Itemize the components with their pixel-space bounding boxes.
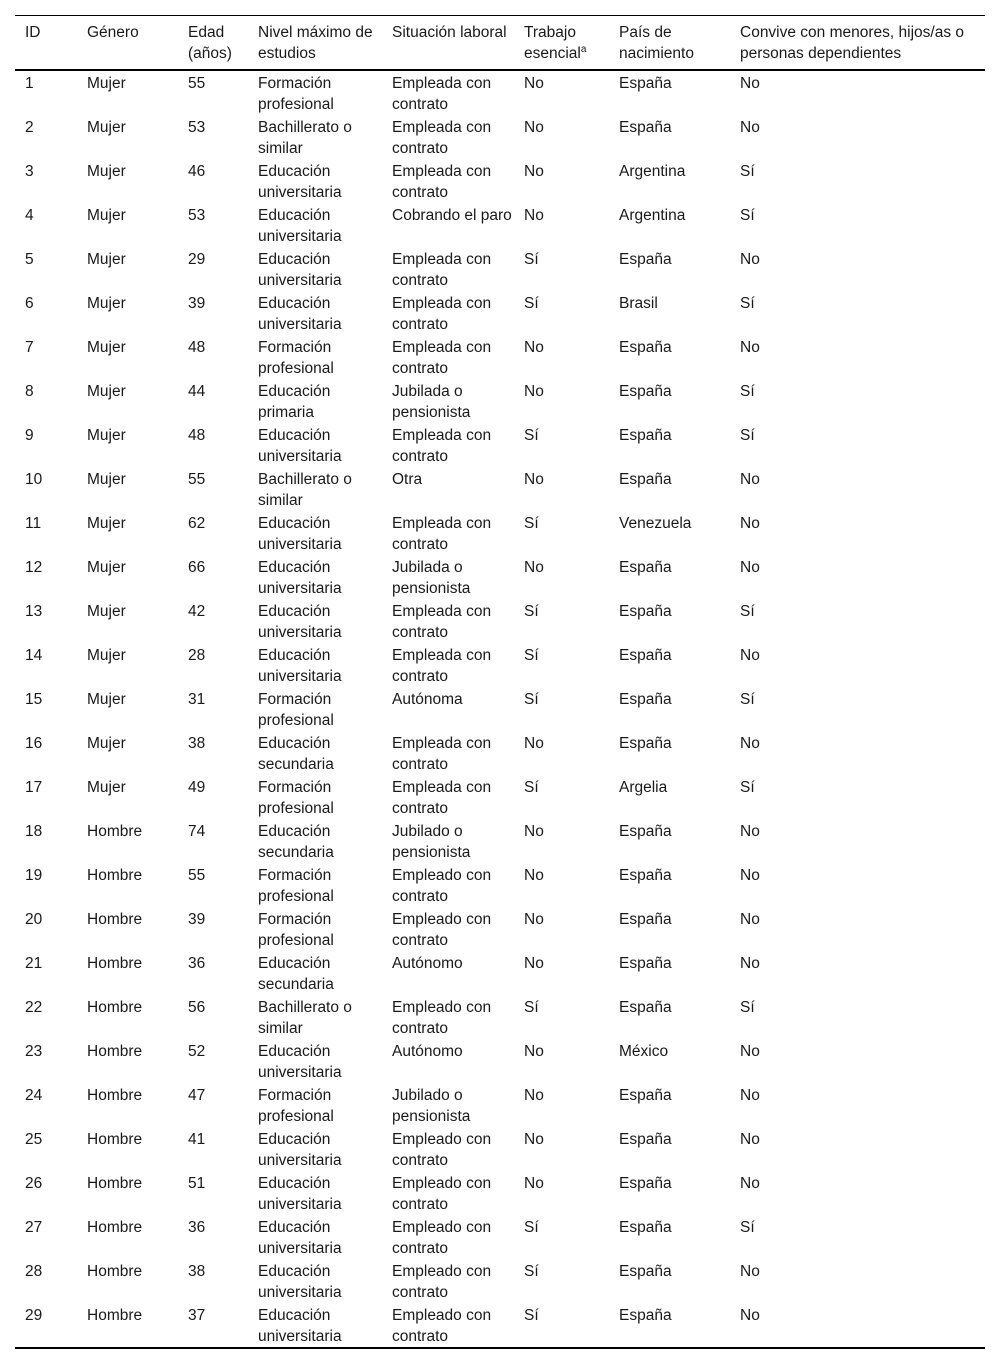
cell-id: 21	[25, 955, 43, 972]
cell-esencial: Sí	[524, 427, 539, 444]
cell-convive: No	[740, 1307, 760, 1324]
table-header	[15, 16, 985, 71]
cell-id: 12	[25, 559, 43, 576]
cell-estudios: Formación profesional	[258, 911, 334, 949]
cell-convive: No	[740, 251, 760, 268]
cell-situacion: Autónoma	[392, 691, 463, 708]
cell-genero: Mujer	[87, 647, 126, 664]
cell-convive: No	[740, 1175, 760, 1192]
cell-pais: España	[619, 823, 672, 840]
cell-pais: España	[619, 1175, 672, 1192]
cell-pais: España	[619, 1307, 672, 1324]
cell-esencial: No	[524, 823, 544, 840]
cell-edad: 48	[188, 427, 206, 444]
cell-pais: España	[619, 339, 672, 356]
cell-estudios: Educación secundaria	[258, 955, 334, 993]
cell-estudios: Formación profesional	[258, 691, 334, 729]
table-row	[15, 995, 985, 1039]
table-row	[15, 819, 985, 863]
cell-estudios: Formación profesional	[258, 779, 334, 817]
cell-situacion: Jubilada o pensionista	[392, 383, 471, 421]
cell-edad: 29	[188, 251, 206, 268]
table-row	[15, 687, 985, 731]
cell-esencial: No	[524, 735, 544, 752]
cell-esencial: No	[524, 1131, 544, 1148]
cell-convive: No	[740, 823, 760, 840]
cell-estudios: Educación universitaria	[258, 515, 342, 553]
cell-edad: 37	[188, 1307, 206, 1324]
cell-convive: No	[740, 75, 760, 92]
cell-estudios: Educación universitaria	[258, 1219, 342, 1257]
cell-pais: España	[619, 603, 672, 620]
cell-pais: España	[619, 1219, 672, 1236]
cell-convive: Sí	[740, 1219, 755, 1236]
cell-pais: Venezuela	[619, 515, 692, 532]
cell-id: 14	[25, 647, 43, 664]
cell-id: 15	[25, 691, 43, 708]
cell-situacion: Empleada con contrato	[392, 119, 492, 157]
cell-genero: Hombre	[87, 1219, 143, 1236]
cell-genero: Mujer	[87, 603, 126, 620]
cell-situacion: Jubilada o pensionista	[392, 559, 471, 597]
header-row	[15, 16, 985, 71]
cell-situacion: Empleada con contrato	[392, 163, 492, 201]
cell-estudios: Formación profesional	[258, 75, 334, 113]
cell-situacion: Empleada con contrato	[392, 779, 492, 817]
cell-estudios: Educación universitaria	[258, 163, 342, 201]
cell-estudios: Educación universitaria	[258, 1307, 342, 1345]
cell-esencial: Sí	[524, 251, 539, 268]
cell-situacion: Autónomo	[392, 1043, 463, 1060]
cell-esencial: No	[524, 1087, 544, 1104]
cell-situacion: Empleada con contrato	[392, 295, 492, 333]
cell-genero: Mujer	[87, 427, 126, 444]
cell-esencial: No	[524, 1175, 544, 1192]
cell-edad: 42	[188, 603, 206, 620]
cell-convive: No	[740, 911, 760, 928]
cell-esencial: No	[524, 1043, 544, 1060]
footnote-marker: a	[580, 43, 587, 55]
cell-id: 18	[25, 823, 43, 840]
cell-id: 3	[25, 163, 34, 180]
cell-convive: No	[740, 119, 760, 136]
cell-situacion: Empleado con contrato	[392, 1263, 492, 1301]
cell-estudios: Educación universitaria	[258, 647, 342, 685]
table-body	[15, 70, 985, 1348]
cell-id: 24	[25, 1087, 43, 1104]
cell-edad: 47	[188, 1087, 206, 1104]
table-row	[15, 203, 985, 247]
cell-convive: No	[740, 1263, 760, 1280]
cell-id: 11	[25, 515, 42, 532]
cell-pais: España	[619, 251, 672, 268]
cell-estudios: Educación universitaria	[258, 559, 342, 597]
cell-esencial: No	[524, 911, 544, 928]
cell-id: 10	[25, 471, 43, 488]
cell-estudios: Educación secundaria	[258, 823, 334, 861]
cell-estudios: Educación universitaria	[258, 1263, 342, 1301]
cell-pais: España	[619, 1087, 672, 1104]
table-row	[15, 555, 985, 599]
cell-id: 17	[25, 779, 43, 796]
cell-estudios: Bachillerato o similar	[258, 471, 352, 509]
table-row	[15, 951, 985, 995]
cell-genero: Hombre	[87, 1263, 143, 1280]
cell-pais: España	[619, 471, 672, 488]
cell-pais: Argelia	[619, 779, 668, 796]
cell-estudios: Educación universitaria	[258, 1175, 342, 1213]
cell-situacion: Empleado con contrato	[392, 1175, 492, 1213]
cell-esencial: No	[524, 471, 544, 488]
cell-id: 26	[25, 1175, 43, 1192]
cell-esencial: No	[524, 559, 544, 576]
table-row	[15, 775, 985, 819]
cell-id: 22	[25, 999, 43, 1016]
table-row	[15, 335, 985, 379]
cell-genero: Hombre	[87, 1087, 143, 1104]
cell-esencial: Sí	[524, 1219, 539, 1236]
cell-pais: España	[619, 735, 672, 752]
cell-genero: Mujer	[87, 779, 126, 796]
cell-genero: Hombre	[87, 823, 143, 840]
cell-esencial: No	[524, 119, 544, 136]
cell-edad: 55	[188, 471, 206, 488]
cell-edad: 38	[188, 1263, 206, 1280]
cell-pais: España	[619, 559, 672, 576]
table-row	[15, 1259, 985, 1303]
cell-edad: 48	[188, 339, 206, 356]
cell-edad: 62	[188, 515, 206, 532]
table-row	[15, 599, 985, 643]
cell-edad: 39	[188, 911, 206, 928]
cell-estudios: Educación universitaria	[258, 295, 342, 333]
cell-situacion: Empleada con contrato	[392, 647, 492, 685]
table-row	[15, 115, 985, 159]
table-row	[15, 159, 985, 203]
cell-edad: 38	[188, 735, 206, 752]
cell-situacion: Empleado con contrato	[392, 911, 492, 949]
cell-genero: Hombre	[87, 1043, 143, 1060]
cell-esencial: Sí	[524, 691, 539, 708]
cell-convive: Sí	[740, 163, 755, 180]
cell-genero: Mujer	[87, 735, 126, 752]
cell-id: 27	[25, 1219, 43, 1236]
header-situacion: Situación laboral	[392, 24, 507, 41]
cell-id: 6	[25, 295, 34, 312]
cell-esencial: No	[524, 163, 544, 180]
cell-convive: No	[740, 471, 760, 488]
table-row	[15, 291, 985, 335]
cell-estudios: Bachillerato o similar	[258, 119, 352, 157]
cell-edad: 36	[188, 1219, 206, 1236]
cell-convive: Sí	[740, 691, 755, 708]
header-esencial	[514, 16, 609, 71]
cell-situacion: Empleada con contrato	[392, 339, 492, 377]
cell-edad: 51	[188, 1175, 206, 1192]
cell-esencial: Sí	[524, 1263, 539, 1280]
cell-edad: 44	[188, 383, 206, 400]
cell-genero: Mujer	[87, 207, 126, 224]
cell-esencial: Sí	[524, 515, 539, 532]
cell-pais: España	[619, 911, 672, 928]
cell-situacion: Empleada con contrato	[392, 427, 492, 465]
table-row	[15, 423, 985, 467]
cell-edad: 41	[188, 1131, 206, 1148]
header-id: ID	[25, 24, 41, 41]
cell-convive: No	[740, 647, 760, 664]
cell-pais: España	[619, 1131, 672, 1148]
cell-genero: Mujer	[87, 691, 126, 708]
table-row	[15, 907, 985, 951]
table-row	[15, 70, 985, 115]
cell-situacion: Jubilado o pensionista	[392, 823, 471, 861]
cell-id: 16	[25, 735, 43, 752]
cell-pais: España	[619, 1263, 672, 1280]
cell-estudios: Bachillerato o similar	[258, 999, 352, 1037]
cell-estudios: Educación universitaria	[258, 1043, 342, 1081]
cell-convive: Sí	[740, 999, 755, 1016]
cell-genero: Mujer	[87, 339, 126, 356]
cell-estudios: Formación profesional	[258, 1087, 334, 1125]
cell-convive: No	[740, 867, 760, 884]
cell-genero: Hombre	[87, 1307, 143, 1324]
cell-id: 13	[25, 603, 43, 620]
cell-esencial: Sí	[524, 603, 539, 620]
cell-convive: No	[740, 515, 760, 532]
cell-convive: No	[740, 1131, 760, 1148]
cell-esencial: No	[524, 955, 544, 972]
cell-id: 9	[25, 427, 34, 444]
cell-pais: España	[619, 867, 672, 884]
cell-edad: 74	[188, 823, 206, 840]
cell-edad: 52	[188, 1043, 206, 1060]
cell-situacion: Empleado con contrato	[392, 867, 492, 905]
cell-edad: 39	[188, 295, 206, 312]
cell-edad: 53	[188, 119, 206, 136]
cell-edad: 31	[188, 691, 206, 708]
table-row	[15, 863, 985, 907]
cell-edad: 53	[188, 207, 206, 224]
cell-edad: 55	[188, 75, 206, 92]
cell-esencial: Sí	[524, 999, 539, 1016]
cell-convive: Sí	[740, 295, 755, 312]
cell-genero: Hombre	[87, 911, 143, 928]
cell-pais: España	[619, 427, 672, 444]
cell-convive: Sí	[740, 779, 755, 796]
cell-esencial: No	[524, 383, 544, 400]
cell-pais: España	[619, 647, 672, 664]
cell-pais: España	[619, 691, 672, 708]
cell-pais: España	[619, 999, 672, 1016]
cell-pais: España	[619, 75, 672, 92]
cell-convive: Sí	[740, 207, 755, 224]
header-convive: Convive con menores, hijos/as o personas dependientes	[740, 24, 965, 62]
header-genero: Género	[87, 24, 139, 41]
cell-esencial: Sí	[524, 647, 539, 664]
cell-id: 25	[25, 1131, 43, 1148]
table-row	[15, 643, 985, 687]
table-row	[15, 511, 985, 555]
cell-convive: Sí	[740, 383, 755, 400]
cell-genero: Hombre	[87, 999, 143, 1016]
cell-situacion: Empleada con contrato	[392, 603, 492, 641]
table-row	[15, 731, 985, 775]
cell-edad: 46	[188, 163, 206, 180]
table-row	[15, 247, 985, 291]
cell-genero: Mujer	[87, 251, 126, 268]
header-edad: Edad (años)	[188, 24, 232, 62]
cell-genero: Mujer	[87, 515, 126, 532]
cell-situacion: Otra	[392, 471, 423, 488]
cell-genero: Mujer	[87, 471, 126, 488]
cell-edad: 56	[188, 999, 206, 1016]
cell-pais: Argentina	[619, 207, 686, 224]
cell-situacion: Empleada con contrato	[392, 251, 492, 289]
cell-convive: No	[740, 559, 760, 576]
table-row	[15, 1303, 985, 1348]
cell-esencial: No	[524, 339, 544, 356]
table-row	[15, 1039, 985, 1083]
cell-genero: Hombre	[87, 955, 143, 972]
table-row	[15, 1215, 985, 1259]
cell-pais: Brasil	[619, 295, 658, 312]
cell-situacion: Empleada con contrato	[392, 735, 492, 773]
cell-situacion: Empleada con contrato	[392, 515, 492, 553]
cell-esencial: Sí	[524, 1307, 539, 1324]
cell-genero: Mujer	[87, 383, 126, 400]
cell-edad: 66	[188, 559, 206, 576]
cell-id: 4	[25, 207, 34, 224]
table-row	[15, 379, 985, 423]
cell-estudios: Formación profesional	[258, 867, 334, 905]
participants-table-container	[15, 15, 985, 1349]
cell-convive: No	[740, 955, 760, 972]
cell-id: 5	[25, 251, 34, 268]
cell-estudios: Formación profesional	[258, 339, 334, 377]
cell-pais: España	[619, 119, 672, 136]
cell-convive: No	[740, 1043, 760, 1060]
cell-esencial: Sí	[524, 779, 539, 796]
header-esencial-label: Trabajo esencial	[524, 24, 581, 62]
cell-convive: No	[740, 339, 760, 356]
cell-id: 29	[25, 1307, 43, 1324]
table-row	[15, 1127, 985, 1171]
cell-genero: Mujer	[87, 75, 126, 92]
cell-id: 23	[25, 1043, 43, 1060]
cell-situacion: Empleado con contrato	[392, 1219, 492, 1257]
table-row	[15, 1083, 985, 1127]
cell-pais: España	[619, 383, 672, 400]
cell-pais: México	[619, 1043, 669, 1060]
cell-id: 8	[25, 383, 34, 400]
cell-id: 28	[25, 1263, 43, 1280]
cell-esencial: No	[524, 867, 544, 884]
cell-estudios: Educación secundaria	[258, 735, 334, 773]
header-pais: País de nacimiento	[619, 24, 694, 62]
cell-estudios: Educación universitaria	[258, 251, 342, 289]
cell-esencial: Sí	[524, 295, 539, 312]
cell-situacion: Cobrando el paro	[392, 207, 512, 224]
cell-convive: No	[740, 735, 760, 752]
header-estudios: Nivel máximo de estudios	[258, 24, 373, 62]
participants-table	[15, 15, 985, 1349]
cell-pais: España	[619, 955, 672, 972]
cell-genero: Mujer	[87, 559, 126, 576]
cell-genero: Mujer	[87, 163, 126, 180]
cell-situacion: Autónomo	[392, 955, 463, 972]
cell-esencial: No	[524, 75, 544, 92]
cell-edad: 36	[188, 955, 206, 972]
cell-id: 1	[25, 75, 34, 92]
cell-situacion: Empleado con contrato	[392, 999, 492, 1037]
cell-situacion: Empleada con contrato	[392, 75, 492, 113]
cell-estudios: Educación primaria	[258, 383, 331, 421]
cell-id: 19	[25, 867, 43, 884]
cell-convive: Sí	[740, 603, 755, 620]
table-row	[15, 1171, 985, 1215]
cell-esencial: No	[524, 207, 544, 224]
cell-situacion: Empleado con contrato	[392, 1131, 492, 1169]
cell-genero: Hombre	[87, 1131, 143, 1148]
cell-genero: Mujer	[87, 295, 126, 312]
cell-genero: Hombre	[87, 1175, 143, 1192]
cell-convive: No	[740, 1087, 760, 1104]
cell-edad: 49	[188, 779, 206, 796]
cell-edad: 28	[188, 647, 206, 664]
cell-genero: Mujer	[87, 119, 126, 136]
cell-estudios: Educación universitaria	[258, 603, 342, 641]
cell-id: 2	[25, 119, 34, 136]
cell-situacion: Empleado con contrato	[392, 1307, 492, 1345]
cell-situacion: Jubilado o pensionista	[392, 1087, 471, 1125]
cell-id: 7	[25, 339, 34, 356]
cell-convive: Sí	[740, 427, 755, 444]
cell-edad: 55	[188, 867, 206, 884]
cell-genero: Hombre	[87, 867, 143, 884]
cell-estudios: Educación universitaria	[258, 427, 342, 465]
cell-pais: Argentina	[619, 163, 686, 180]
cell-id: 20	[25, 911, 43, 928]
cell-estudios: Educación universitaria	[258, 1131, 342, 1169]
cell-estudios: Educación universitaria	[258, 207, 342, 245]
table-row	[15, 467, 985, 511]
